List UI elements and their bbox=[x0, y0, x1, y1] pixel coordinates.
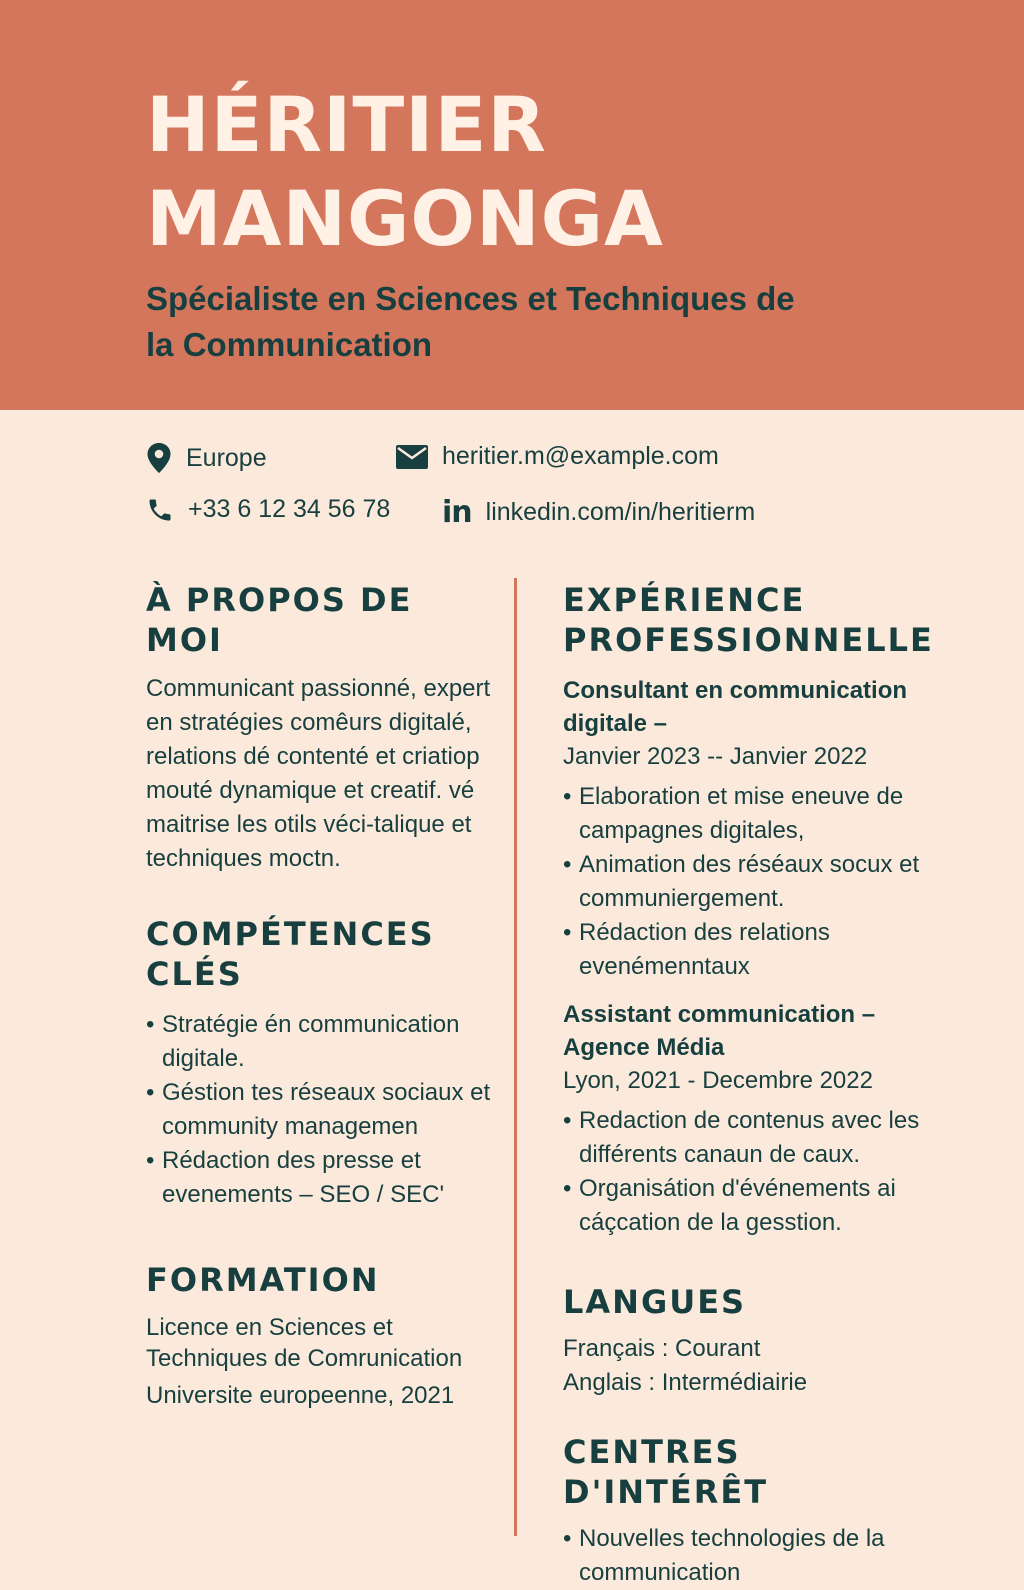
about-section bbox=[146, 580, 501, 876]
phone-icon bbox=[146, 496, 174, 524]
list-item: • Organisátion d'événements ai cáçcation de la gesstion. bbox=[563, 1172, 943, 1240]
job-entry bbox=[563, 998, 943, 1240]
languages-section bbox=[563, 1282, 943, 1400]
list-item: • Redaction de contenus avec les différents canaun de caux. bbox=[563, 1104, 943, 1172]
language-item: Français : Courant bbox=[563, 1335, 761, 1362]
column-divider bbox=[514, 578, 517, 1536]
languages-heading: LANGUES bbox=[563, 1283, 747, 1321]
contact-location bbox=[146, 442, 267, 474]
location-pin-icon bbox=[146, 442, 172, 474]
skills-list bbox=[146, 1008, 501, 1212]
formation-degree: Licence en Sciences et Techniques de Comrunication bbox=[146, 1314, 463, 1372]
job-bullets bbox=[563, 780, 943, 984]
about-heading: À PROPOS DE MOI bbox=[146, 581, 413, 659]
experience-heading bbox=[563, 580, 943, 660]
language-item: Anglais : Intermédiairie bbox=[563, 1369, 808, 1396]
full-name bbox=[146, 78, 664, 266]
skills-heading-line2: CLÉS bbox=[146, 955, 243, 993]
linkedin-icon: in bbox=[442, 495, 472, 530]
about-text: Communicant passionné, expert en stratégies comêurs digitalé, relations dé contenté et criatiop mouté dynamique et creatif. vé maitrise les otils véci-talique et techniques moctn. bbox=[146, 675, 491, 872]
job-title: Consultant en communication digitale – bbox=[563, 677, 908, 737]
experience-section bbox=[563, 580, 943, 1240]
contact-email[interactable] bbox=[396, 442, 719, 471]
header-banner bbox=[0, 0, 1024, 410]
skills-heading-line1: COMPÉTENCES bbox=[146, 915, 435, 953]
interests-section bbox=[563, 1432, 943, 1590]
contact-phone bbox=[146, 495, 390, 524]
skills-section bbox=[146, 914, 501, 1212]
job-subtitle: Spécialiste en Sciences et Techniques de la Communication bbox=[146, 280, 795, 363]
list-item: • Rédaction des presse et evenements – SEO / SEC' bbox=[146, 1144, 501, 1212]
list-item: • Rédaction des relations evenémenntaux bbox=[563, 916, 943, 984]
linkedin-text[interactable]: linkedin.com/in/heritierm bbox=[485, 498, 756, 526]
experience-heading-line2: PROFESSIONNELLE bbox=[563, 621, 934, 659]
formation-heading: FORMATION bbox=[146, 1261, 380, 1299]
job-date: Janvier 2023 -- Janvier 2022 bbox=[563, 743, 868, 770]
job-date: Lyon, 2021 - Decembre 2022 bbox=[563, 1067, 873, 1094]
experience-heading-line1: EXPÉRIENCE bbox=[563, 581, 806, 619]
list-item: • Stratégie én communication digitale. bbox=[146, 1008, 501, 1076]
list-item: • Géstion tes réseaux sociaux et community managemen bbox=[146, 1076, 501, 1144]
job-entry bbox=[563, 674, 943, 984]
contact-linkedin[interactable] bbox=[442, 495, 755, 530]
interests-list bbox=[563, 1522, 943, 1590]
job-bullets bbox=[563, 1104, 943, 1240]
list-item: • Elaboration et mise eneuve de campagnes digitales, bbox=[563, 780, 943, 848]
last-name: MANGONGA bbox=[146, 174, 664, 263]
phone-text: +33 6 12 34 56 78 bbox=[188, 495, 391, 523]
first-name: HÉRITIER bbox=[146, 80, 547, 169]
list-item: • Animation des réséaux socux et communiergement. bbox=[563, 848, 943, 916]
skills-heading bbox=[146, 914, 501, 994]
interests-heading: CENTRES D'INTÉRÊT bbox=[563, 1433, 769, 1511]
list-item: • Nouvelles technologies de la communication bbox=[563, 1522, 943, 1590]
formation-section bbox=[146, 1260, 501, 1411]
envelope-icon bbox=[396, 445, 428, 469]
job-title: Assistant communication – Agence Média bbox=[563, 1001, 876, 1061]
formation-school: Universite europeenne, 2021 bbox=[146, 1382, 455, 1409]
location-text: Europe bbox=[186, 443, 267, 472]
email-text[interactable]: heritier.m@example.com bbox=[442, 442, 719, 470]
